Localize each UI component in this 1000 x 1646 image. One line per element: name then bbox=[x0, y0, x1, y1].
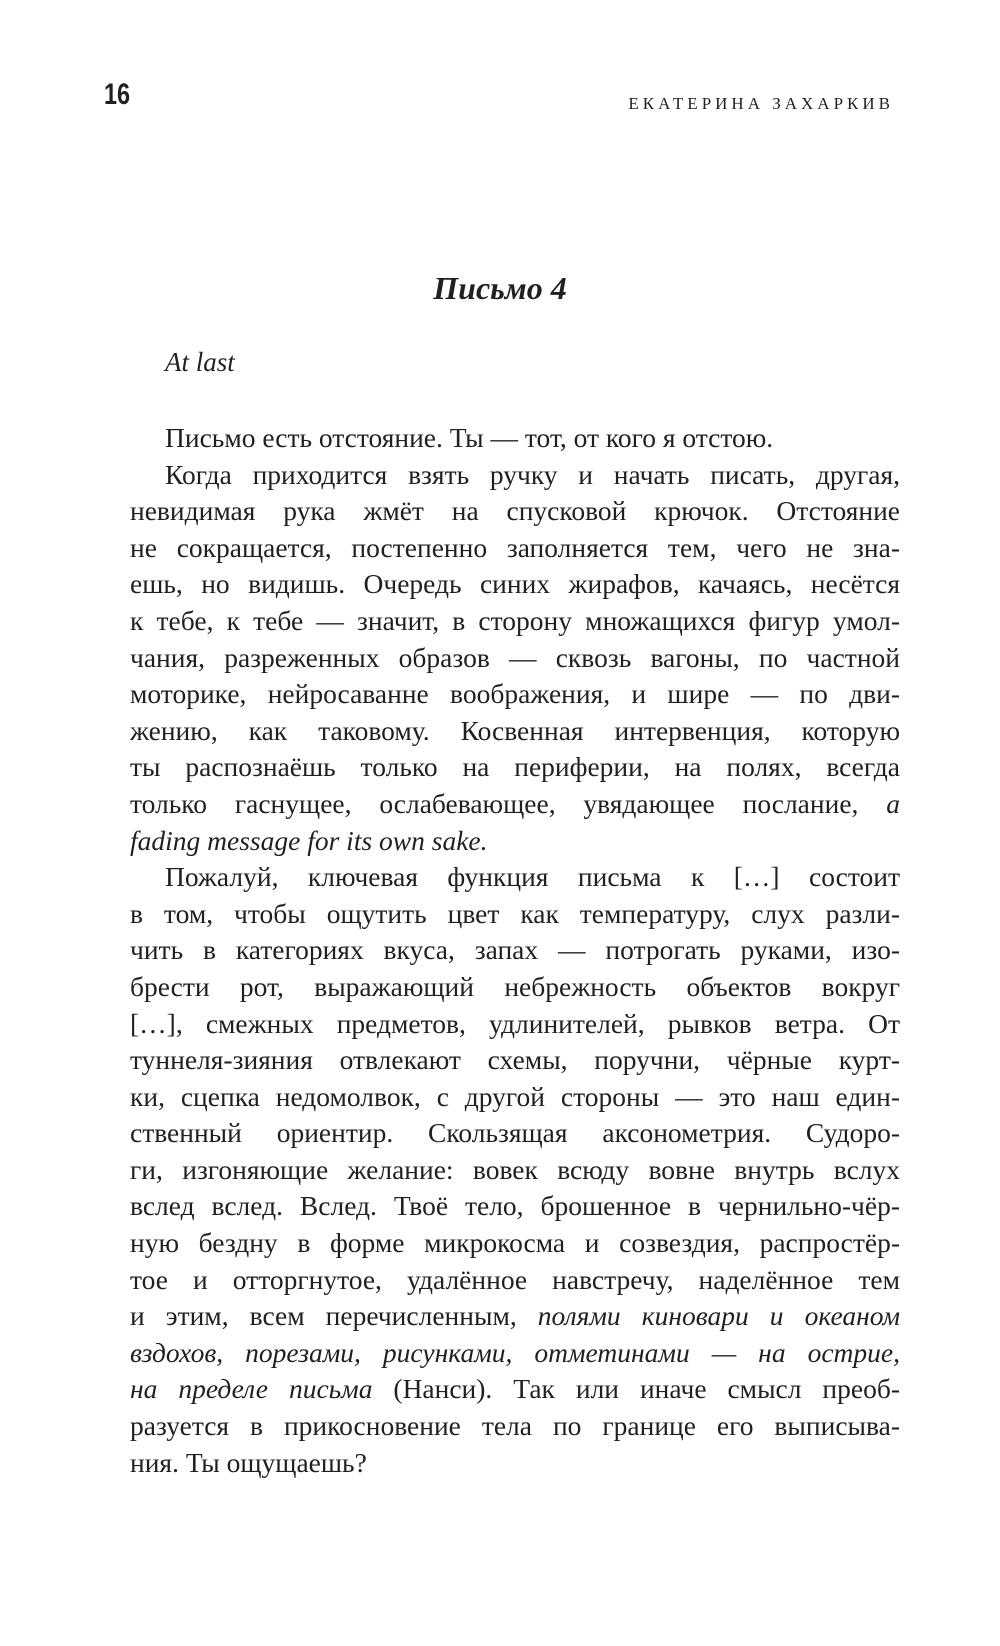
text-line bbox=[130, 823, 900, 860]
text-line: ты распознаёшь только на периферии, на полях, всегда bbox=[130, 751, 900, 783]
italic-fragment: вздохов, порезами, рисунками, отметинами — на острие, bbox=[130, 1336, 900, 1368]
text-line bbox=[130, 1371, 900, 1408]
text-line: жению, как таковому. Косвенная интервенция, которую bbox=[130, 714, 900, 746]
text-line: чания, разреженных образов — сквозь вагоны, по частной bbox=[130, 641, 900, 673]
text-line bbox=[130, 1298, 900, 1335]
text-line: ешь, но видишь. Очередь синих жирафов, качаясь, несётся bbox=[130, 568, 900, 600]
text-line: Письмо есть отстояние. Ты — тот, от кого я отстою. bbox=[165, 422, 774, 453]
text-line: брести рот, выражающий небрежность объектов вокруг bbox=[130, 970, 900, 1002]
text-line: […], смежных предметов, удлинителей, рывков ветра. От bbox=[130, 1007, 900, 1039]
text-line: разуется в прикосновение тела по границе его выписыва- bbox=[130, 1410, 900, 1442]
text-line: туннеля-зияния отвлекают схемы, поручни, чёрные курт- bbox=[130, 1044, 900, 1076]
text-line: ния. Ты ощущаешь? bbox=[130, 1446, 367, 1478]
text-line: Пожалуй, ключевая функция письма к […] состоит bbox=[165, 861, 900, 893]
text-line bbox=[130, 786, 900, 823]
text-line: ки, сцепка недомолвок, с другой стороны — это наш един- bbox=[130, 1080, 900, 1112]
text-line: ную бездну в форме микрокосма и созвездия, распростёр- bbox=[130, 1227, 900, 1259]
text-line: Когда приходится взять ручку и начать писать, другая, bbox=[165, 458, 900, 490]
body-text bbox=[130, 420, 900, 1481]
italic-fragment: a bbox=[886, 787, 900, 819]
page-number: 16 bbox=[104, 78, 131, 111]
italic-fragment: fading message for its own sake. bbox=[130, 824, 488, 856]
text-fragment: (Нанси). Так или иначе смысл преоб- bbox=[393, 1373, 900, 1405]
epigraph: At last bbox=[165, 347, 235, 377]
text-line: ги, изгоняющие желание: вовек всюду вовне внутрь вслух bbox=[130, 1153, 900, 1185]
text-line: к тебе, к тебе — значит, в сторону множащихся фигур умол- bbox=[130, 604, 900, 636]
text-line: не сокращается, постепенно заполняется тем, чего не зна- bbox=[130, 531, 900, 563]
text-line: чить в категориях вкуса, запах — потрогать руками, изо- bbox=[130, 934, 900, 966]
text-fragment: только гаснущее, ослабевающее, увядающее послание, bbox=[130, 787, 859, 819]
text-line: невидимая рука жмёт на спусковой крючок. Отстояние bbox=[130, 495, 900, 527]
text-line bbox=[130, 1335, 900, 1372]
text-line: в том, чтобы ощутить цвет как температуру, слух разли- bbox=[130, 897, 900, 929]
running-head-author: ЕКАТЕРИНА ЗАХАРКИВ bbox=[628, 94, 894, 113]
chapter-title: Письмо 4 bbox=[433, 270, 567, 306]
text-line: ственный ориентир. Скользящая аксонометрия. Судоро- bbox=[130, 1117, 900, 1149]
text-fragment: и этим, всем перечисленным, bbox=[130, 1300, 517, 1332]
italic-fragment: на пределе письма bbox=[130, 1373, 373, 1405]
text-line: вслед вслед. Вслед. Твоё тело, брошенное в чернильно-чёр- bbox=[130, 1190, 900, 1222]
text-line: моторике, нейросаванне воображения, и шире — по дви- bbox=[130, 678, 900, 710]
text-line: тое и отторгнутое, удалённое навстречу, наделённое тем bbox=[130, 1263, 900, 1295]
italic-fragment: полями киновари и океаном bbox=[537, 1300, 901, 1332]
